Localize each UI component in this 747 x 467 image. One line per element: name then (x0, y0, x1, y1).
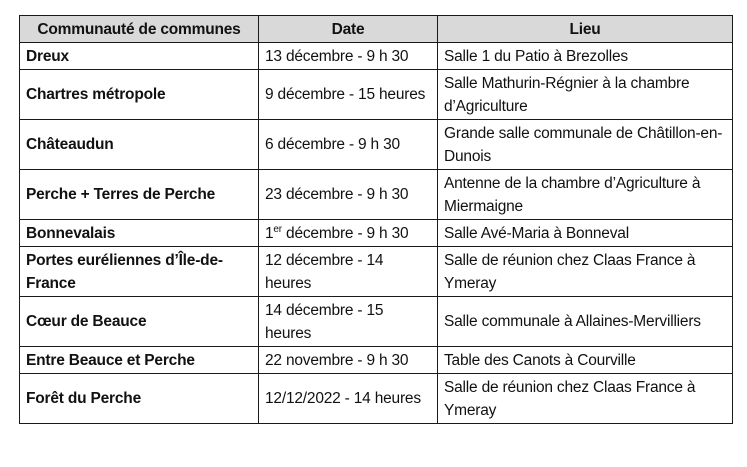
cell-lieu: Salle 1 du Patio à Brezolles (438, 43, 733, 70)
cell-communaute: Perche + Terres de Perche (20, 170, 259, 220)
cell-lieu: Grande salle communale de Châtillon-en-Dunois (438, 120, 733, 170)
table-row (20, 70, 733, 120)
cell-communaute: Cœur de Beauce (20, 297, 259, 347)
cell-date: 12/12/2022 - 14 heures (259, 374, 438, 424)
table-header-row (20, 16, 733, 43)
cell-lieu: Antenne de la chambre d’Agriculture à Miermaigne (438, 170, 733, 220)
date-ordinal-suffix: er (273, 223, 282, 235)
cell-date: 14 décembre - 15 heures (259, 297, 438, 347)
cell-lieu: Salle de réunion chez Claas France à Ymeray (438, 247, 733, 297)
cell-date (259, 220, 438, 247)
cell-date: 23 décembre - 9 h 30 (259, 170, 438, 220)
table-row (20, 43, 733, 70)
table-row (20, 120, 733, 170)
cell-date: 13 décembre - 9 h 30 (259, 43, 438, 70)
cell-date: 22 novembre - 9 h 30 (259, 347, 438, 374)
cell-date: 6 décembre - 9 h 30 (259, 120, 438, 170)
cell-communaute: Châteaudun (20, 120, 259, 170)
column-header-date: Date (259, 16, 438, 43)
cell-lieu: Salle Mathurin-Régnier à la chambre d’Agriculture (438, 70, 733, 120)
cell-lieu: Salle de réunion chez Claas France à Ymeray (438, 374, 733, 424)
cell-communaute: Bonnevalais (20, 220, 259, 247)
cell-communaute: Forêt du Perche (20, 374, 259, 424)
cell-lieu: Salle Avé-Maria à Bonneval (438, 220, 733, 247)
meetings-table (19, 15, 733, 424)
cell-lieu: Salle communale à Allaines-Mervilliers (438, 297, 733, 347)
table-row (20, 170, 733, 220)
column-header-lieu: Lieu (438, 16, 733, 43)
cell-communaute: Dreux (20, 43, 259, 70)
date-day: 1 (265, 224, 274, 242)
table-row (20, 297, 733, 347)
table-row (20, 374, 733, 424)
cell-communaute: Entre Beauce et Perche (20, 347, 259, 374)
table-row (20, 347, 733, 374)
column-header-communaute: Communauté de communes (20, 16, 259, 43)
cell-communaute: Portes euréliennes d’Île-de-France (20, 247, 259, 297)
date-rest: décembre - 9 h 30 (281, 224, 409, 242)
table-row (20, 220, 733, 247)
cell-date: 9 décembre - 15 heures (259, 70, 438, 120)
cell-lieu: Table des Canots à Courville (438, 347, 733, 374)
cell-date: 12 décembre - 14 heures (259, 247, 438, 297)
cell-communaute: Chartres métropole (20, 70, 259, 120)
table-row (20, 247, 733, 297)
